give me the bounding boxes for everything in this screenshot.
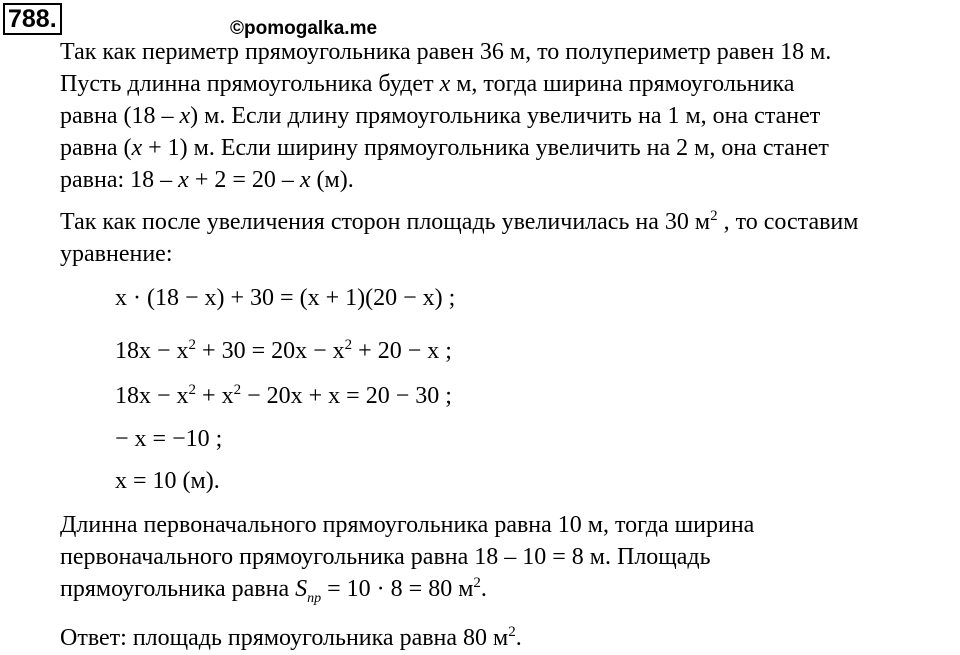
area-line-2: уравнение: bbox=[60, 241, 173, 267]
area-line-1: Так как после увеличения сторон площадь увеличилась на 30 $м^2$ , то составим bbox=[60, 208, 859, 235]
watermark: ©pomogalka.me bbox=[230, 18, 378, 39]
problem-number: 788. bbox=[3, 3, 62, 35]
intro-line-3: равна (18 – x) м. Если длину прямоугольника увеличить на 1 м, она станет bbox=[60, 103, 821, 129]
answer-line: Ответ: площадь прямоугольника равна 80 $м^2$. bbox=[60, 624, 522, 651]
area-paragraph bbox=[60, 206, 960, 270]
conclusion-paragraph bbox=[60, 509, 960, 605]
conclusion-line-2: первоначального прямоугольника равна 18 – 10 = 8 м. Площадь bbox=[60, 544, 711, 570]
equation-2: $18x - x^2 + 30 = 20x - x^2 + 20 - x$ ; bbox=[115, 337, 452, 364]
equation-1: x · (18 − x) + 30 = (x + 1)(20 − x) ; bbox=[115, 285, 456, 311]
intro-line-2: Пусть длинна прямоугольника будет x м, тогда ширина прямоугольника bbox=[60, 71, 795, 97]
intro-paragraph bbox=[60, 36, 960, 196]
equation-3: $18x - x^2 + x^2 - 20x + x = 20 - 30$ ; bbox=[115, 382, 452, 409]
intro-line-1: Так как периметр прямоугольника равен 36 м, то полупериметр равен 18 м. bbox=[60, 39, 832, 65]
equation-5: x = 10 (м). bbox=[115, 468, 220, 494]
intro-line-4: равна (x + 1) м. Если ширину прямоугольника увеличить на 2 м, она станет bbox=[60, 135, 829, 161]
conclusion-line-3: прямоугольника равна $S_{пр} = 10 \cdot 8 = 80$ $м^2$. bbox=[60, 575, 487, 606]
conclusion-line-1: Длинна первоначального прямоугольника равна 10 м, тогда ширина bbox=[60, 512, 755, 538]
intro-line-5: равна: 18 – x + 2 = 20 – x (м). bbox=[60, 167, 354, 193]
equation-4: − x = −10 ; bbox=[115, 426, 223, 452]
